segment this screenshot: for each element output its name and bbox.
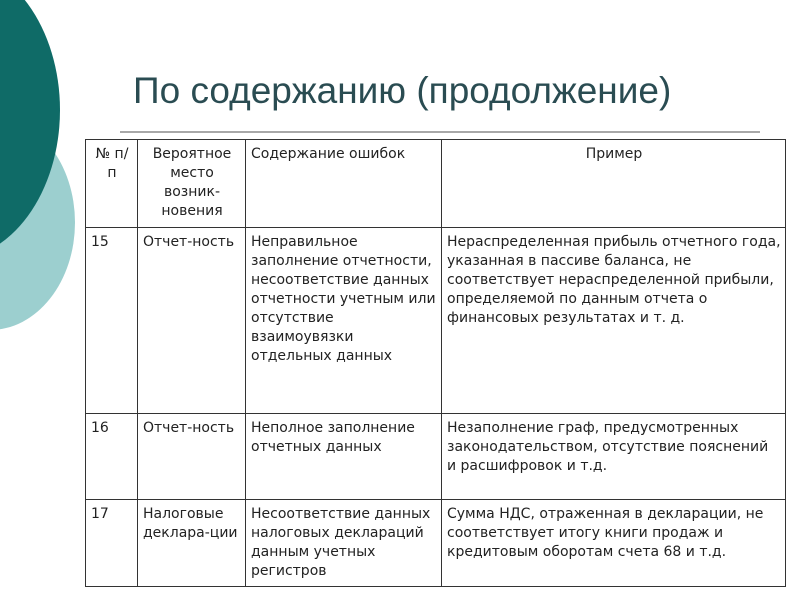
- cell-example: Сумма НДС, отраженная в декларации, не соответствует итогу книги продаж и кредитовым оборотам счета 68 и т.д.: [442, 500, 786, 587]
- cell-content: Неполное заполнение отчетных данных: [246, 414, 442, 500]
- table-row: [86, 500, 786, 587]
- cell-content: Неправильное заполнение отчетности, несоответствие данных отчетности учетным или отсутствие взаимоувязки отдельных данных: [246, 228, 442, 414]
- cell-num: 15: [86, 228, 138, 414]
- cell-place: Отчет-ность: [138, 414, 246, 500]
- header-example: Пример: [442, 140, 786, 228]
- header-content: Содержание ошибок: [246, 140, 442, 228]
- cell-example: Нераспределенная прибыль отчетного года, указанная в пассиве баланса, не соответствует нераспределенной прибыли, определяемой по данным отчета о финансовых результатах и т. д.: [442, 228, 786, 414]
- cell-example: Незаполнение граф, предусмотренных законодательством, отсутствие пояснений и расшифровок и т.д.: [442, 414, 786, 500]
- cell-num: 16: [86, 414, 138, 500]
- table-row: [86, 414, 786, 500]
- table-header-row: [86, 140, 786, 228]
- cell-place: Отчет-ность: [138, 228, 246, 414]
- errors-table: [85, 139, 786, 587]
- title-divider: [120, 131, 760, 133]
- cell-content: Несоответствие данных налоговых деклараций данным учетных регистров: [246, 500, 442, 587]
- header-num: № п/п: [86, 140, 138, 228]
- table-row: [86, 228, 786, 414]
- header-place: Вероятное место возник-новения: [138, 140, 246, 228]
- cell-num: 17: [86, 500, 138, 587]
- cell-place: Налоговые деклара-ции: [138, 500, 246, 587]
- slide-title: По содержанию (продолжение): [133, 70, 672, 111]
